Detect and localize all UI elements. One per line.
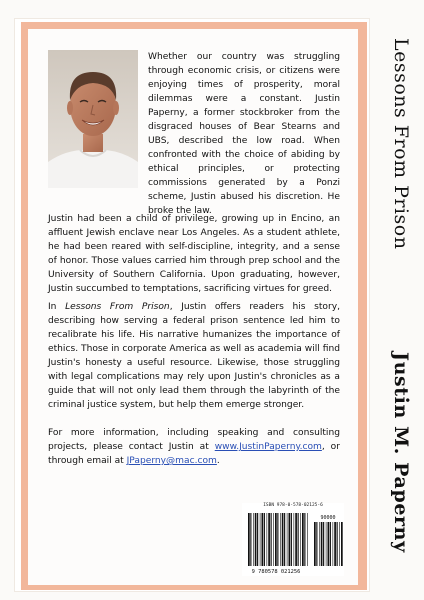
barcode-bar [260, 513, 261, 566]
barcode-bar [298, 513, 299, 566]
barcode-bar [333, 522, 334, 566]
barcode-bar [330, 522, 331, 566]
barcode-bar [267, 513, 268, 566]
barcode-bar [287, 513, 288, 566]
barcode-bar [300, 513, 301, 566]
barcode-bar [275, 513, 277, 566]
barcode-bar [255, 513, 257, 566]
barcode-bar [307, 513, 308, 566]
barcode-bar [277, 513, 278, 566]
barcode-bar [264, 513, 265, 566]
barcode-bar [323, 522, 324, 566]
barcode-bar [271, 513, 272, 566]
barcode-bar [253, 513, 254, 566]
contact-end: . [216, 456, 220, 466]
barcode-bar [321, 522, 323, 566]
ean-barcode-bars [248, 513, 308, 566]
spine-author: Justin M. Paperny [390, 352, 412, 553]
barcode-bar [339, 522, 340, 566]
barcode-bar [316, 522, 317, 566]
blurb-paragraph-2: Justin had been a child of privilege, growing up in Encino, an affluent Jewish enclave near Los Angeles. As a student athlete, he had been reared with self-discipline, integrity, and a sense of honor. Those values carried him through prep school and the University of Southern California. Upon graduating, however, Justin succumbed to temptations, sacrificing virtues for greed. [48, 214, 340, 294]
contact-intro: For more information, including speaking and consulting projects, please contact Justin at [48, 428, 340, 452]
barcode-bar [326, 522, 327, 566]
barcode-bar [302, 513, 304, 566]
barcode-bar [304, 513, 305, 566]
barcode-box [242, 503, 344, 576]
ean-digits-label: 9 780578 021256 [251, 569, 301, 575]
barcode-bar [337, 522, 338, 566]
barcode-bar [257, 513, 258, 566]
contact-mid: , or through email at [48, 442, 340, 466]
paragraph-3-intro: In [48, 302, 66, 312]
barcode-bar [248, 513, 250, 566]
blurb-paragraph-3 [48, 300, 340, 412]
contact-paragraph [48, 426, 340, 468]
barcode-bar [334, 522, 336, 566]
blurb-paragraph-1: Whether our country was struggling through economic crisis, or citizens were enjoying times of prosperity, moral dilemmas were a constant. Justin Paperny, a former stockbroker from the disgraced houses of Bear Stearns and UBS, described the low road. When confronted with the choice of abiding by ethical principles, or protecting commissions generated by a Ponzi scheme, Justin abused his discretion. He broke the law. [148, 52, 340, 216]
barcode-bar [289, 513, 291, 566]
isbn-label: ISBN 978-0-578-02125-6 [263, 503, 323, 508]
email-link[interactable]: JPaperny@mac.com [126, 456, 217, 466]
barcode-bar [295, 513, 297, 566]
price-code-label: 90000 [320, 515, 336, 521]
barcode-bar [284, 513, 285, 566]
author-photo [48, 50, 138, 188]
barcode-bar [250, 513, 251, 566]
author-photo-illustration [48, 50, 138, 188]
price-barcode-bars [314, 522, 343, 566]
barcode-bar [294, 513, 295, 566]
book-title-italic: Lessons From Prison [65, 302, 170, 312]
barcode-bar [273, 513, 274, 566]
spine-title: Lessons From Prison [390, 38, 412, 250]
barcode-bar [262, 513, 264, 566]
barcode-bar [280, 513, 281, 566]
barcode-bar [328, 522, 330, 566]
barcode-bar [314, 522, 316, 566]
barcode-bar [291, 513, 292, 566]
barcode-bar [341, 522, 343, 566]
barcode-bar [319, 522, 320, 566]
barcode-graphic [242, 503, 344, 576]
paragraph-3-body: , Justin offers readers his story, describing how serving a federal prison sentence led him to recalibrate his life. His narrative humanizes the importance of ethics. Those in corporate America as well as academia will find Justin's honesty a useful resource. Likewise, those struggling with legal complications may rely upon Justin's chronicles as a guide that will not only lead them through the labyrinth of the criminal justice system, but help them emerge stronger. [48, 302, 340, 410]
barcode-bar [282, 513, 284, 566]
barcode-bar [268, 513, 270, 566]
website-link[interactable]: www.JustinPaperny.com [214, 442, 322, 452]
